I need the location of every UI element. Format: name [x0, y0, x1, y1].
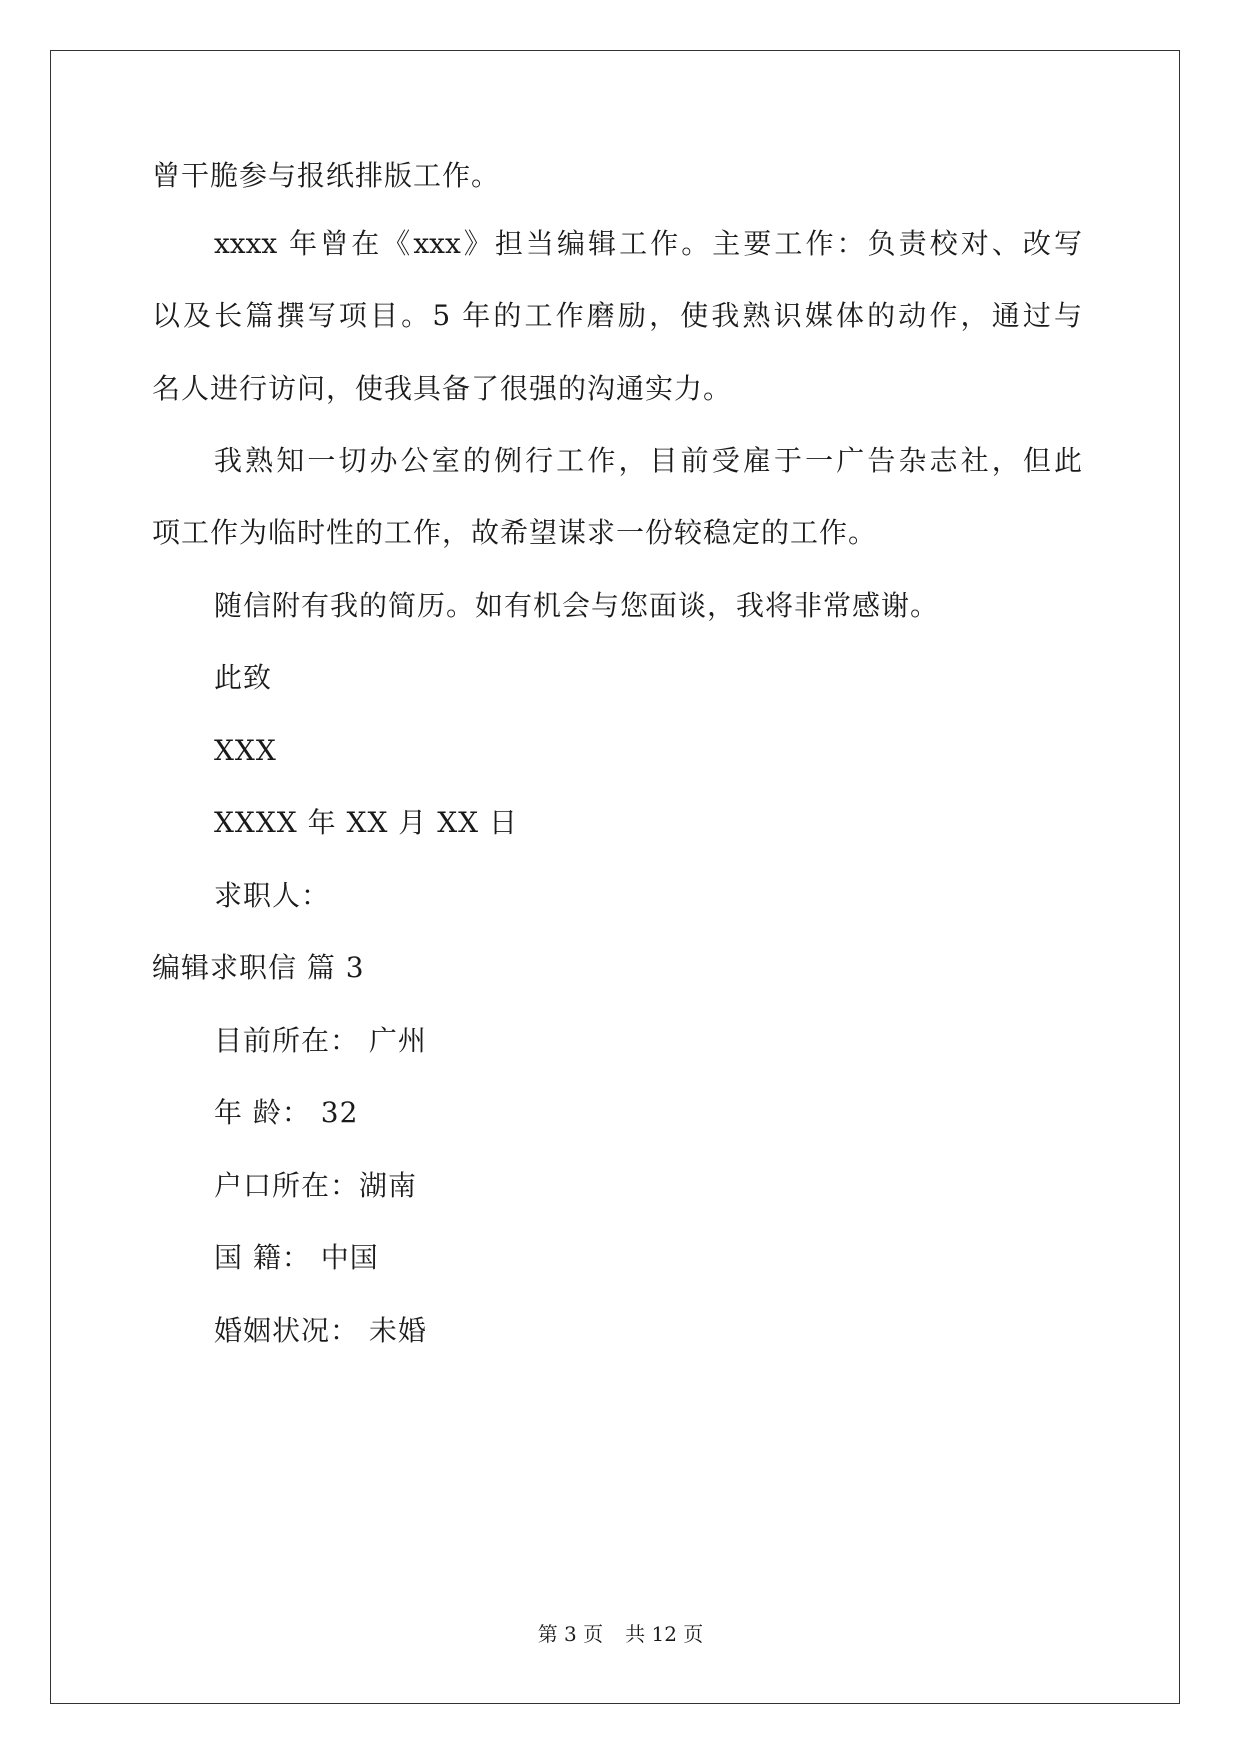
section-heading: 编辑求职信 篇 3 — [152, 951, 365, 984]
body-line-2: xxxx 年曾在《xxx》担当编辑工作。主要工作：负责校对、改写 — [214, 227, 1082, 260]
body-line-5: 我熟知一切办公室的例行工作，目前受雇于一广告杂志社，但此 — [214, 444, 1082, 477]
body-line-1: 曾干脆参与报纸排版工作。 — [152, 159, 501, 192]
info-household-registration: 户口所在：湖南 — [214, 1169, 418, 1202]
closing-salutation: 此致 — [214, 661, 273, 694]
letter-date: XXXX 年 XX 月 XX 日 — [214, 806, 518, 839]
body-line-4: 名人进行访问，使我具备了很强的沟通实力。 — [152, 372, 733, 405]
applicant-signature-label: 求职人： — [214, 879, 331, 912]
info-marital-status: 婚姻状况： 未婚 — [214, 1314, 427, 1347]
body-line-7: 随信附有我的简历。如有机会与您面谈，我将非常感谢。 — [214, 589, 940, 622]
body-line-6: 项工作为临时性的工作，故希望谋求一份较稳定的工作。 — [152, 516, 878, 549]
info-age: 年 龄： 32 — [214, 1096, 359, 1129]
body-line-3: 以及长篇撰写项目。5 年的工作磨励，使我熟识媒体的动作，通过与 — [152, 299, 1082, 332]
page-total-label: 共 12 页 — [625, 1622, 704, 1646]
page-footer — [0, 1622, 1241, 1646]
page-number-label: 第 3 页 — [537, 1622, 604, 1646]
recipient-name: XXX — [214, 734, 277, 767]
info-current-location: 目前所在： 广州 — [214, 1024, 427, 1057]
info-nationality: 国 籍： 中国 — [214, 1241, 379, 1274]
